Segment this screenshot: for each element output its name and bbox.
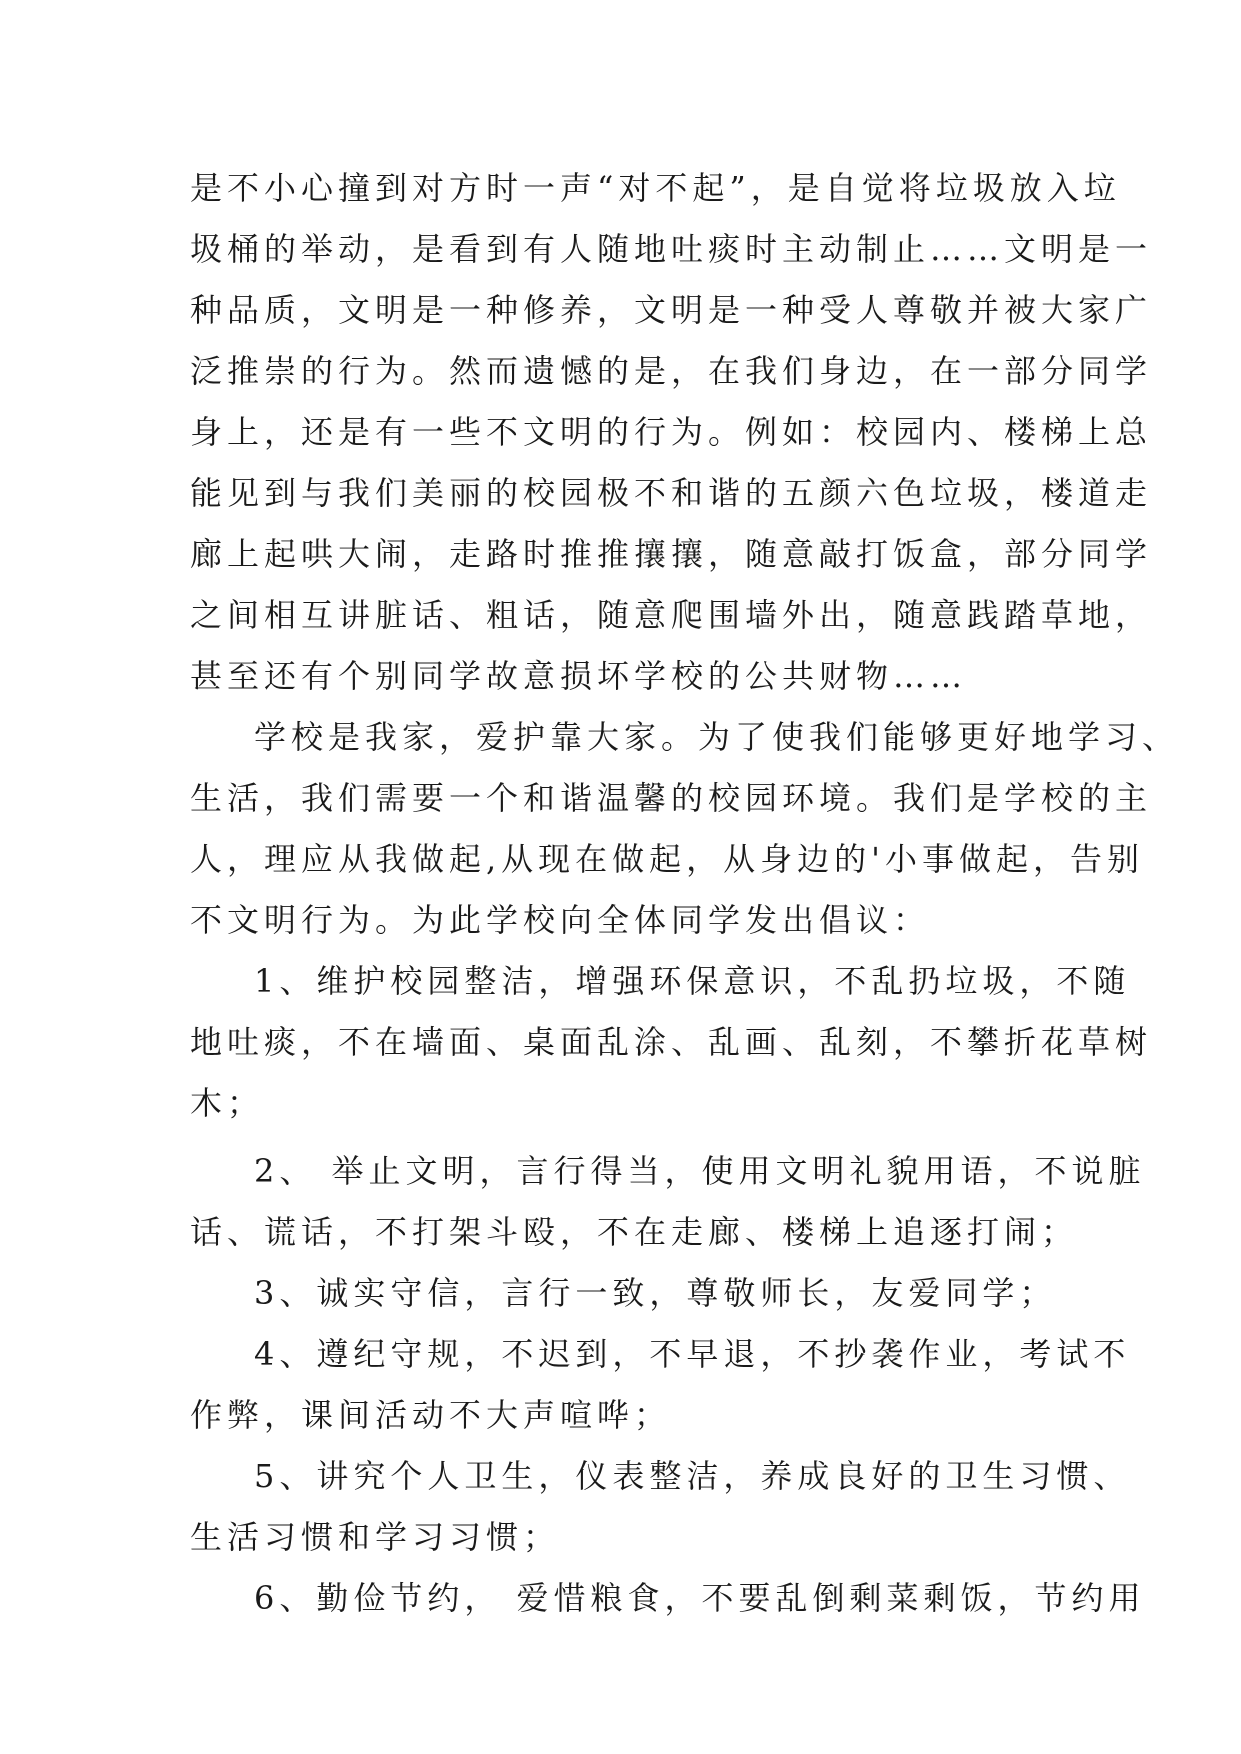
text-line: 作弊，课间活动不大声喧哗； bbox=[190, 1396, 672, 1434]
text-line: 之间相互讲脏话、粗话，随意爬围墙外出，随意践踏草地， bbox=[190, 596, 1153, 634]
text-line: 能见到与我们美丽的校园极不和谐的五颜六色垃圾，楼道走 bbox=[190, 474, 1153, 512]
text-line: 人，理应从我做起,从现在做起，从身边的'小事做起，告别 bbox=[190, 840, 1144, 878]
text-line: 身上，还是有一些不文明的行为。例如：校园内、楼梯上总 bbox=[190, 413, 1153, 451]
text-line: 是不小心撞到对方时一声“对不起”，是自觉将垃圾放入垃 bbox=[190, 169, 1121, 207]
text-line: 种品质，文明是一种修养，文明是一种受人尊敬并被大家广 bbox=[190, 291, 1153, 329]
list-item-4-line: 4、遵纪守规，不迟到，不早退，不抄袭作业，考试不 bbox=[254, 1335, 1131, 1373]
text-line: 圾桶的举动，是看到有人随地吐痰时主动制止……文明是一 bbox=[190, 230, 1153, 268]
list-item-1-line: 1、维护校园整洁，增强环保意识，不乱扔垃圾，不随 bbox=[254, 962, 1131, 1000]
list-item-5-line: 5、讲究个人卫生，仪表整洁，养成良好的卫生习惯、 bbox=[254, 1457, 1131, 1495]
text-line: 泛推崇的行为。然而遗憾的是，在我们身边，在一部分同学 bbox=[190, 352, 1153, 390]
text-line: 话、谎话，不打架斗殴，不在走廊、楼梯上追逐打闹； bbox=[190, 1213, 1079, 1251]
list-item-6-line: 6、勤俭节约， 爱惜粮食，不要乱倒剩菜剩饭，节约用 bbox=[254, 1579, 1146, 1617]
text-line: 生活，我们需要一个和谐温馨的校园环境。我们是学校的主 bbox=[190, 779, 1153, 817]
list-item-2-line: 2、 举止文明，言行得当，使用文明礼貌用语，不说脏 bbox=[254, 1152, 1146, 1190]
paragraph-start-line: 学校是我家，爱护靠大家。为了使我们能够更好地学习、 bbox=[254, 718, 1180, 756]
text-line: 廊上起哄大闹，走路时推推攘攘，随意敲打饭盒，部分同学 bbox=[190, 535, 1153, 573]
text-line: 甚至还有个别同学故意损坏学校的公共财物…… bbox=[190, 657, 968, 695]
list-item-3-line: 3、诚实守信，言行一致，尊敬师长，友爱同学； bbox=[254, 1274, 1057, 1312]
text-line: 生活习惯和学习习惯； bbox=[190, 1518, 561, 1556]
text-line: 地吐痰，不在墙面、桌面乱涂、乱画、乱刻，不攀折花草树 bbox=[190, 1023, 1153, 1061]
text-line: 不文明行为。为此学校向全体同学发出倡议： bbox=[190, 901, 931, 939]
body-text bbox=[190, 158, 1180, 1629]
text-line: 木； bbox=[190, 1084, 265, 1122]
